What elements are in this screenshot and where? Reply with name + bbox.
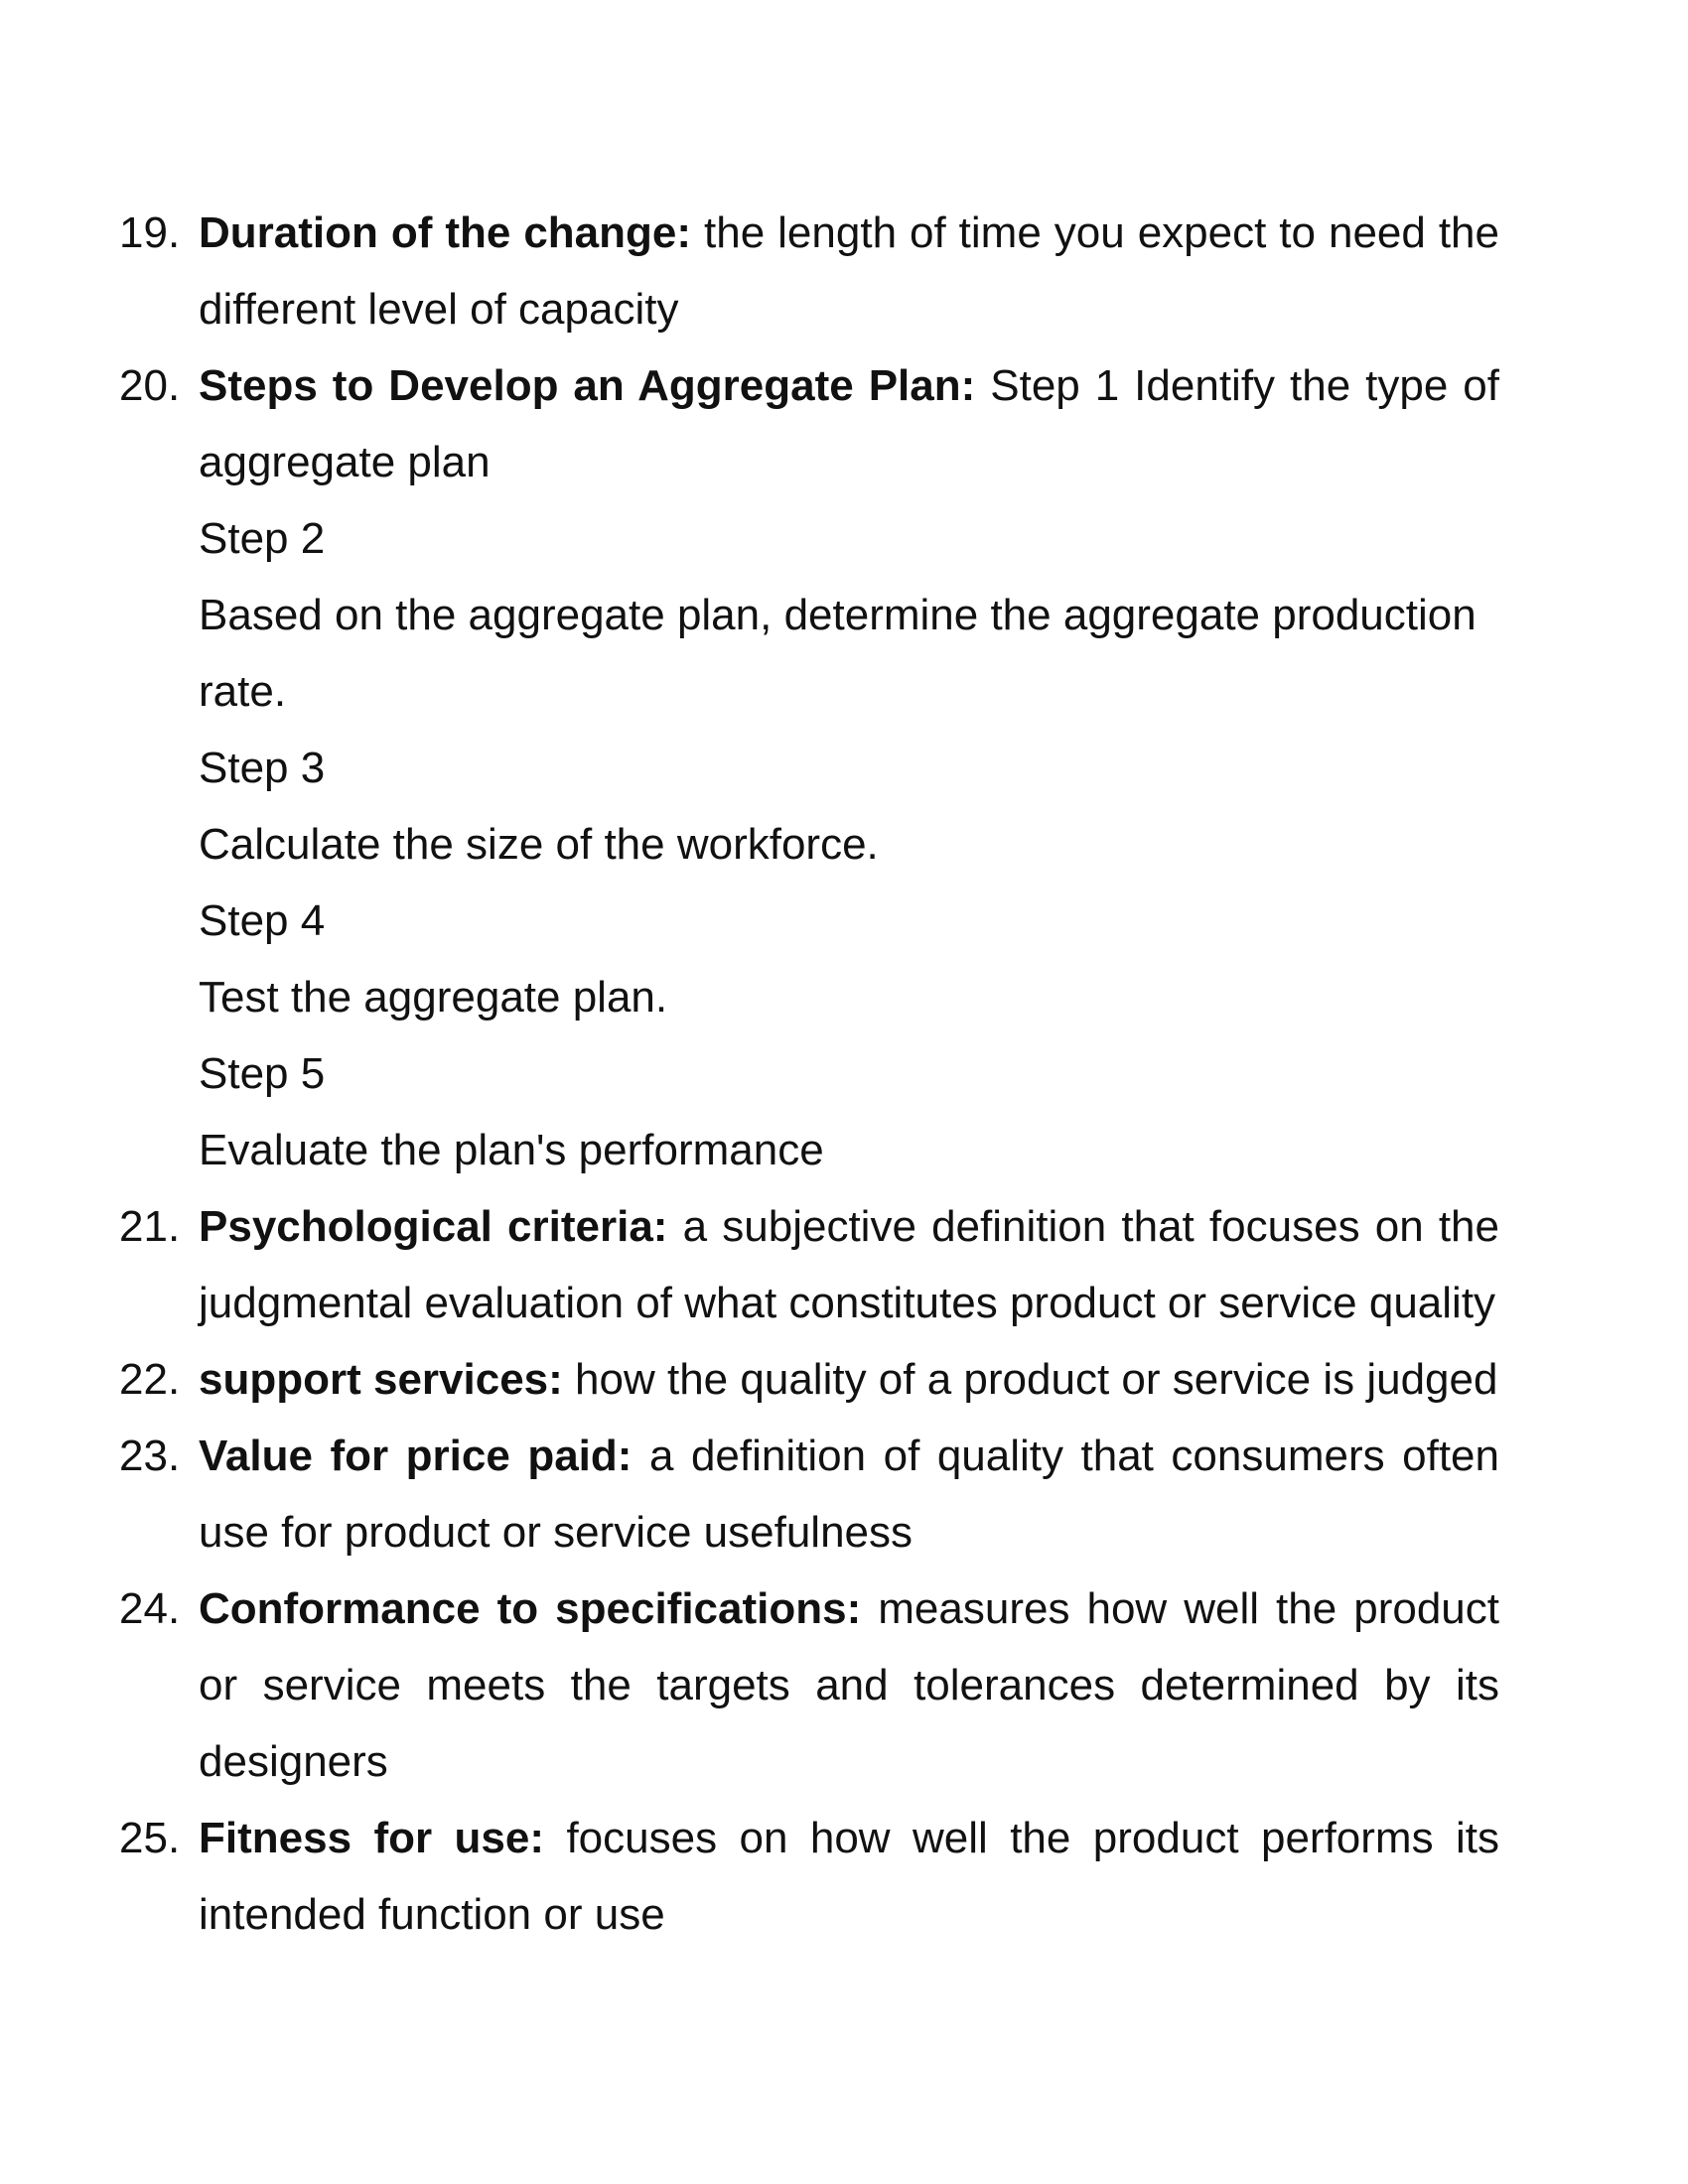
step-description: Test the aggregate plan.: [199, 973, 668, 1022]
glossary-entry: [119, 1341, 1499, 1418]
glossary-entry: [119, 347, 1499, 1188]
entry-definition: a subjective definition that focuses on the judgmental evaluation of what constitutes product or service quality: [199, 1202, 1499, 1327]
entry-definition: focuses on how well the product performs its intended function or use: [199, 1814, 1499, 1939]
glossary-entry: [119, 1188, 1499, 1341]
entry-number: 19.: [119, 208, 181, 257]
entry-number: 24.: [119, 1584, 181, 1633]
entry-term: Value for price paid:: [199, 1432, 633, 1480]
step-description: Based on the aggregate plan, determine the aggregate production rate.: [199, 591, 1477, 716]
glossary-entry: [119, 195, 1499, 347]
entry-definition: measures how well the product or service meets the targets and tolerances determined by its designers: [199, 1584, 1499, 1786]
step-heading: Step 2: [199, 514, 326, 563]
entry-definition: how the quality of a product or service is judged: [575, 1355, 1498, 1404]
entry-term: Conformance to specifications:: [199, 1584, 862, 1633]
step-heading: Step 4: [199, 896, 326, 945]
entry-number: 20.: [119, 361, 181, 410]
entry-term: support services:: [199, 1355, 563, 1404]
glossary-entry: [119, 1418, 1499, 1570]
entry-number: 23.: [119, 1432, 181, 1480]
step-description: Evaluate the plan's performance: [199, 1126, 824, 1174]
step-description: Calculate the size of the workforce.: [199, 820, 879, 869]
entry-definition: the length of time you expect to need the different level of capacity: [199, 208, 1499, 334]
entry-definition: Step 1 Identify the type of aggregate plan: [199, 361, 1499, 486]
entry-term: Duration of the change:: [199, 208, 692, 257]
entry-number: 21.: [119, 1202, 181, 1251]
glossary-list: [119, 195, 1499, 1953]
step-heading: Step 5: [199, 1049, 326, 1098]
glossary-entry: [119, 1800, 1499, 1953]
entry-number: 22.: [119, 1355, 181, 1404]
step-heading: Step 3: [199, 744, 326, 792]
entry-definition: a definition of quality that consumers often use for product or service usefulness: [199, 1432, 1499, 1557]
entry-term: Steps to Develop an Aggregate Plan:: [199, 361, 976, 410]
entry-term: Psychological criteria:: [199, 1202, 668, 1251]
entry-term: Fitness for use:: [199, 1814, 545, 1862]
glossary-entry: [119, 1570, 1499, 1800]
entry-number: 25.: [119, 1814, 181, 1862]
